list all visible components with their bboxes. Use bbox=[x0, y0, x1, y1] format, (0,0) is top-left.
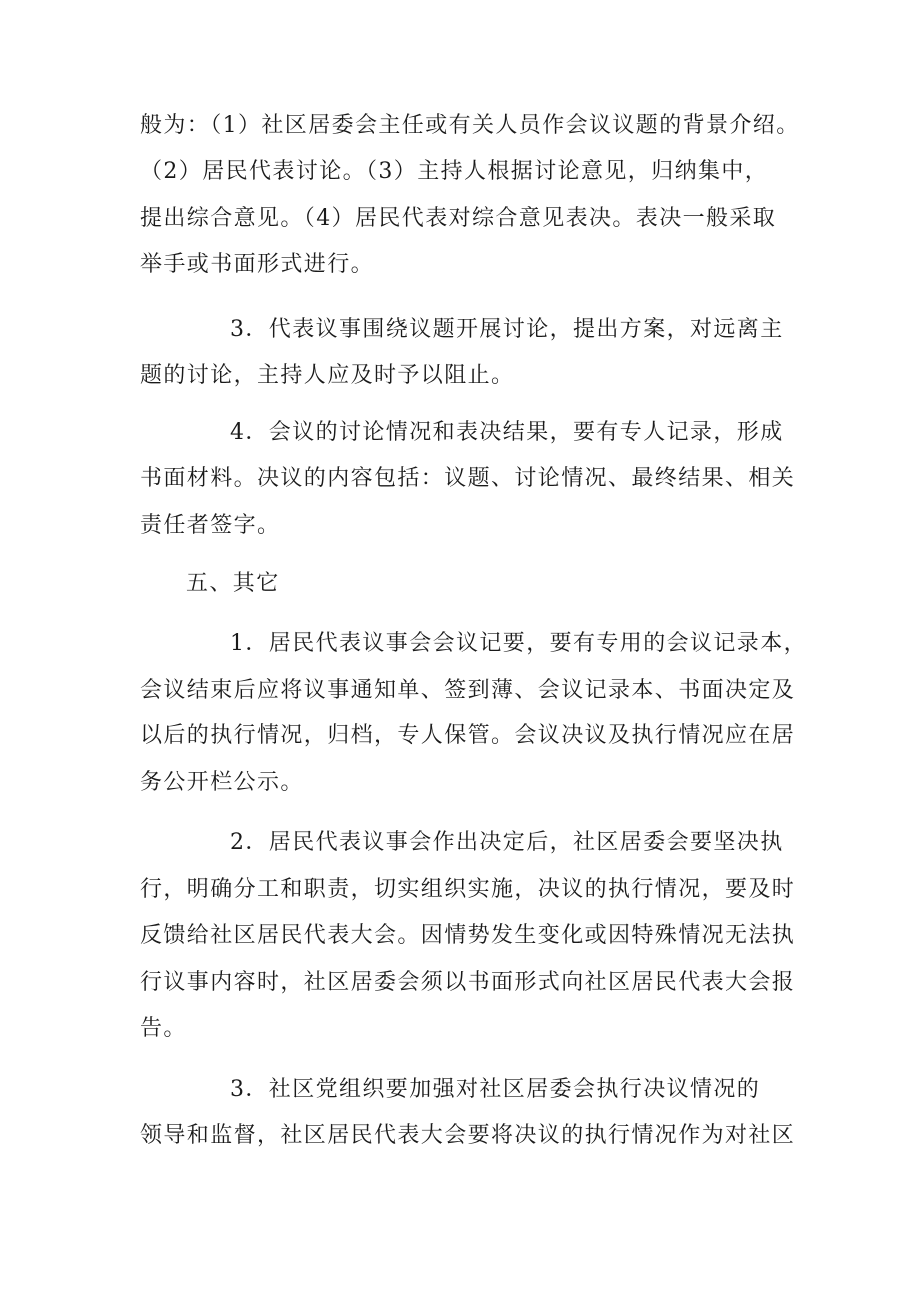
section-heading: 五、其它 bbox=[186, 571, 280, 596]
text-line: 领导和监督，社区居民代表大会要将决议的执行情况作为对社区 bbox=[140, 1123, 796, 1148]
text-line: 反馈给社区居民代表大会。因情势发生变化或因特殊情况无法执 bbox=[140, 923, 796, 948]
text-line: 题的讨论，主持人应及时予以阻止。 bbox=[140, 363, 515, 388]
text-line: 4．会议的讨论情况和表决结果，要有专人记录，形成 bbox=[230, 420, 784, 445]
text-line: 告。 bbox=[140, 1016, 187, 1041]
text-line: 3．代表议事围绕议题开展讨论，提出方案，对远离主 bbox=[230, 317, 784, 342]
text-line: 务公开栏公示。 bbox=[140, 770, 304, 795]
text-line: （2）居民代表讨论。（3）主持人根据讨论意见，归纳集中， bbox=[140, 159, 769, 184]
text-line: 行，明确分工和职责，切实组织实施，决议的执行情况，要及时 bbox=[140, 877, 796, 902]
text-line: 举手或书面形式进行。 bbox=[140, 252, 375, 277]
text-line: 书面材料。决议的内容包括：议题、讨论情况、最终结果、相关 bbox=[140, 466, 796, 491]
text-line: 以后的执行情况，归档，专人保管。会议决议及执行情况应在居 bbox=[140, 723, 796, 748]
text-line: 2．居民代表议事会作出决定后，社区居委会要坚决执 bbox=[230, 830, 784, 855]
text-line: 般为：（1）社区居委会主任或有关人员作会议议题的背景介绍。 bbox=[140, 113, 800, 138]
text-line: 3．社区党组织要加强对社区居委会执行决议情况的 bbox=[230, 1077, 761, 1102]
text-line: 1．居民代表议事会会议记要，要有专用的会议记录本， bbox=[230, 631, 807, 656]
text-line: 会议结束后应将议事通知单、签到薄、会议记录本、书面决定及 bbox=[140, 678, 796, 703]
text-line: 责任者签字。 bbox=[140, 513, 281, 538]
text-line: 行议事内容时，社区居委会须以书面形式向社区居民代表大会报 bbox=[140, 970, 796, 995]
text-line: 提出综合意见。（4）居民代表对综合意见表决。表决一般采取 bbox=[140, 206, 777, 231]
